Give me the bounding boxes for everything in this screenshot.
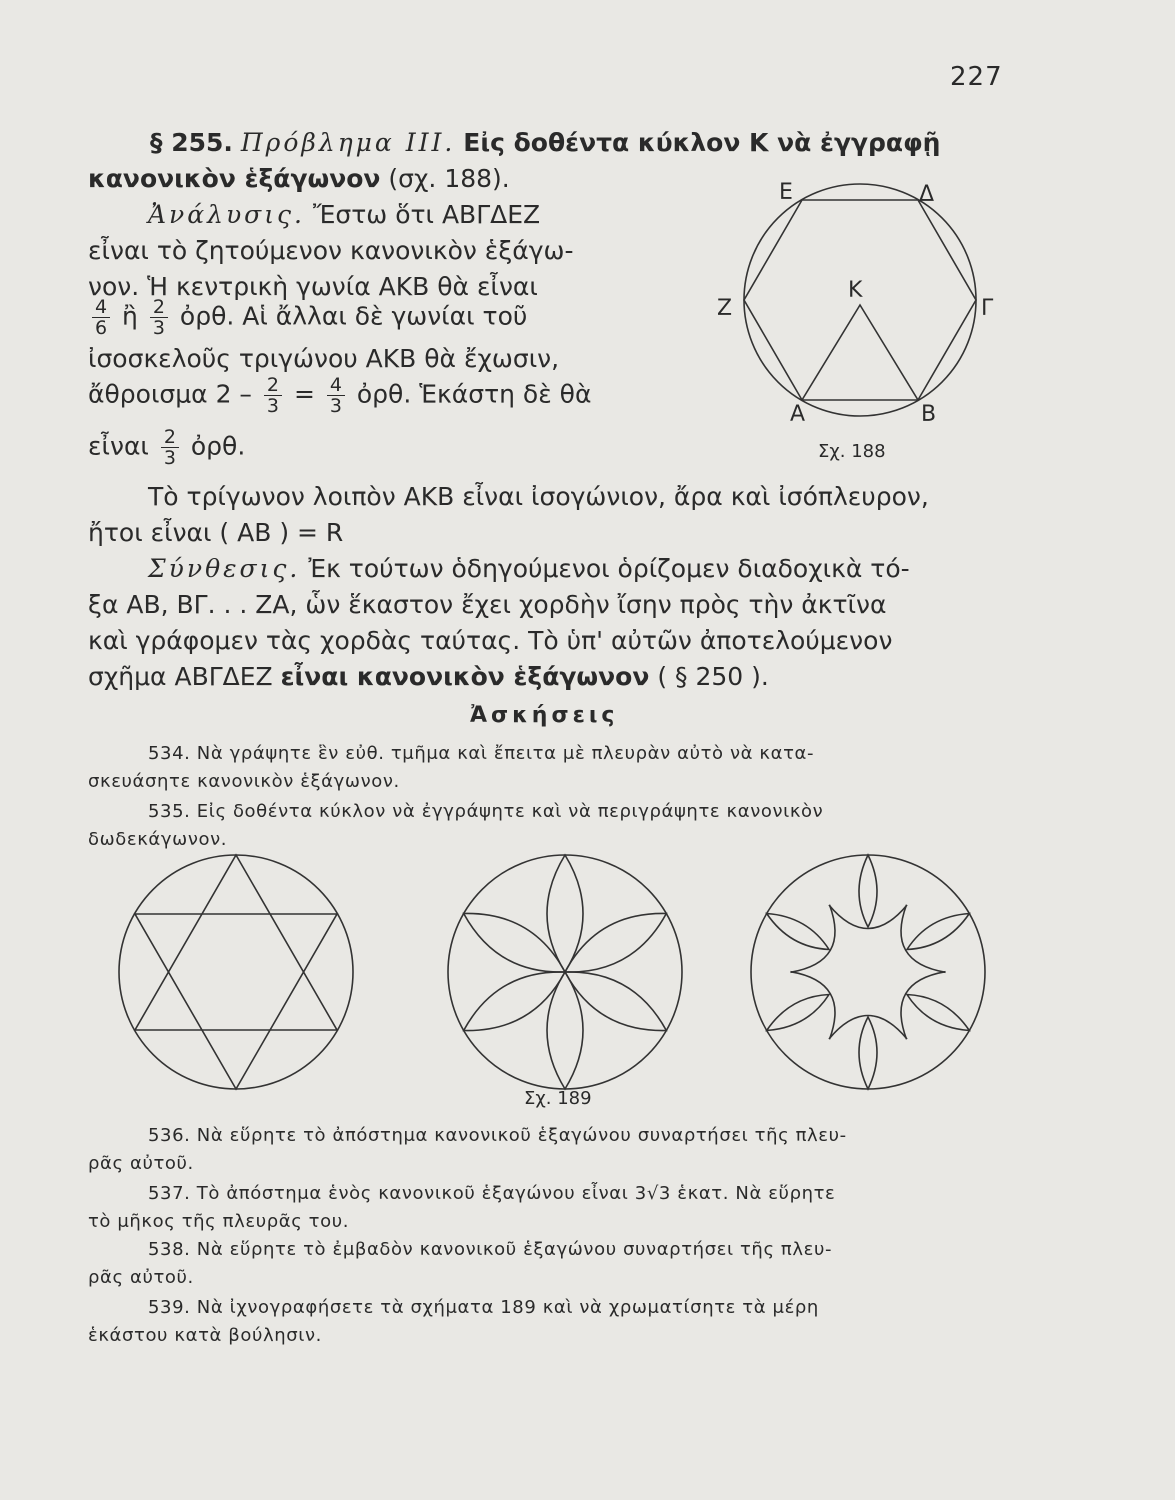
analysis-text: εἶναι [88, 431, 149, 461]
analysis-label: Ἀνάλυσις. [148, 200, 305, 229]
analysis-line3: νον. Ἡ κεντρικὴ γωνία ΑΚΒ θὰ εἶναι [88, 272, 538, 301]
conclusion-line1: Τὸ τρίγωνον λοιπὸν ΑΚΒ εἶναι ἰσογώνιον, ἄρα καὶ ἰσόπλευρον, [148, 482, 929, 511]
exercise-536-line1: 536. Νὰ εὕρητε τὸ ἀπόστημα κανονικοῦ ἑξαγώνου συναρτήσει τῆς πλευ- [148, 1125, 847, 1146]
label-D: Δ [919, 182, 935, 207]
exercise-538-line1: 538. Νὰ εὕρητε τὸ ἐμβαδὸν κανονικοῦ ἑξαγώνου συναρτήσει τῆς πλευ- [148, 1239, 833, 1260]
exercise-538-line2: ρᾶς αὐτοῦ. [88, 1267, 194, 1288]
analysis-line1 [148, 197, 540, 233]
fraction-2-3: $\frac{2}{3}$ [264, 375, 282, 416]
figure-188 [715, 175, 995, 475]
synthesis-label: Σύνθεσις. [148, 554, 301, 583]
section-number: § 255. [150, 128, 233, 157]
synthesis-line1 [148, 551, 910, 587]
label-B: Β [921, 402, 937, 427]
analysis-line2: εἶναι τὸ ζητούμενον κανονικὸν ἑξάγω- [88, 236, 574, 265]
problem-label: Πρόβλημα III. [240, 128, 456, 157]
exercise-537-text-cont: ἑκατ. Νὰ εὕρητε [677, 1183, 836, 1204]
fraction-4-6: $\frac{4}{6}$ [92, 297, 110, 338]
ornament-ring [751, 855, 985, 1089]
analysis-line7 [88, 427, 245, 468]
triangle-AKB [802, 305, 918, 400]
exercise-537-line2: τὸ μῆκος τῆς πλευρᾶς του. [88, 1211, 350, 1232]
exercise-535-line2: δωδεκάγωνον. [88, 829, 228, 850]
problem-title-line1 [150, 125, 940, 161]
label-A: Α [790, 402, 806, 427]
synthesis-line2: ξα ΑΒ, ΒΓ. . . ΖΑ, ὧν ἕκαστον ἔχει χορδὴν ἴσην πρὸς τὴν ἀκτῖνα [88, 590, 887, 619]
analysis-line5: ἰσοσκελοῦς τριγώνου ΑΚΒ θὰ ἔχωσιν, [88, 344, 560, 373]
label-Z: Ζ [717, 296, 733, 321]
label-K: Κ [848, 278, 863, 303]
problem-title-line2 [88, 161, 510, 197]
figure-reference: (σχ. 188). [388, 164, 510, 193]
synthesis-line4 [88, 659, 769, 695]
equals-sign: = [293, 379, 315, 409]
exercise-535-line1: 535. Εἰς δοθέντα κύκλον νὰ ἐγγράψητε καὶ νὰ περιγράψητε κανονικὸν [148, 801, 824, 822]
or-word: ἢ [122, 301, 138, 331]
synthesis-text: Ἐκ τούτων ὁδηγούμενοι ὁρίζομεν διαδοχικὰ τό- [308, 554, 910, 583]
synthesis-line3: καὶ γράφομεν τὰς χορδὰς ταύτας. Τὸ ὑπ' αὐτῶν ἀποτελούμενον [88, 626, 893, 655]
figure-188-caption: Σχ. 188 [818, 441, 886, 462]
exercise-534-line2: σκευάσητε κανονικὸν ἑξάγωνον. [88, 771, 400, 792]
exercise-534-line1: 534. Νὰ γράψητε ἓν εὐθ. τμῆμα καὶ ἔπειτα μὲ πλευρὰν αὐτὸ νὰ κατα- [148, 743, 815, 764]
ornament-star [119, 855, 353, 1089]
analysis-line4 [88, 297, 527, 338]
analysis-text: ὀρθ. Ἑκάστη δὲ θὰ [356, 379, 592, 409]
fraction-2-3: $\frac{2}{3}$ [161, 427, 179, 468]
label-G: Γ [981, 296, 994, 321]
problem-statement-cont: κανονικὸν ἑξάγωνον [88, 164, 381, 193]
exercise-537-line1 [148, 1181, 835, 1207]
page-number: 227 [950, 62, 1003, 92]
sqrt-three: √3 [646, 1183, 671, 1204]
analysis-line6 [88, 375, 591, 416]
synthesis-text: σχῆμα ΑΒΓΔΕΖ [88, 662, 273, 691]
ornament-rosette [448, 855, 682, 1089]
fraction-2-3: $\frac{2}{3}$ [150, 297, 168, 338]
analysis-text: ὀρθ. Αἱ ἄλλαι δὲ γωνίαι τοῦ [179, 301, 528, 331]
analysis-text: ἄθροισμα 2 – [88, 379, 252, 409]
figure-189 [88, 855, 1088, 1115]
exercise-536-line2: ρᾶς αὐτοῦ. [88, 1153, 194, 1174]
exercise-537-text: 537. Τὸ ἀπόστημα ἑνὸς κανονικοῦ ἑξαγώνου εἶναι 3 [148, 1183, 647, 1204]
synthesis-reference: ( § 250 ). [657, 662, 769, 691]
exercise-539-line1: 539. Νὰ ἰχνογραφήσετε τὰ σχήματα 189 καὶ νὰ χρωματίσητε τὰ μέρη [148, 1297, 819, 1318]
analysis-text: ὀρθ. [190, 431, 246, 461]
analysis-text: Ἔστω ὅτι ΑΒΓΔΕΖ [312, 200, 541, 229]
label-E: Ε [779, 180, 793, 205]
conclusion-line2: ἤτοι εἶναι ( ΑΒ ) = R [88, 518, 344, 547]
problem-statement: Εἰς δοθέντα κύκλον Κ νὰ ἐγγραφῇ [463, 128, 941, 157]
synthesis-bold-text: εἶναι κανονικὸν ἑξάγωνον [280, 662, 650, 691]
exercises-heading: Ἀσκήσεις [470, 703, 619, 728]
figure-189-caption: Σχ. 189 [524, 1088, 592, 1109]
exercise-539-line2: ἑκάστου κατὰ βούλησιν. [88, 1325, 322, 1346]
fraction-4-3: $\frac{4}{3}$ [327, 375, 345, 416]
